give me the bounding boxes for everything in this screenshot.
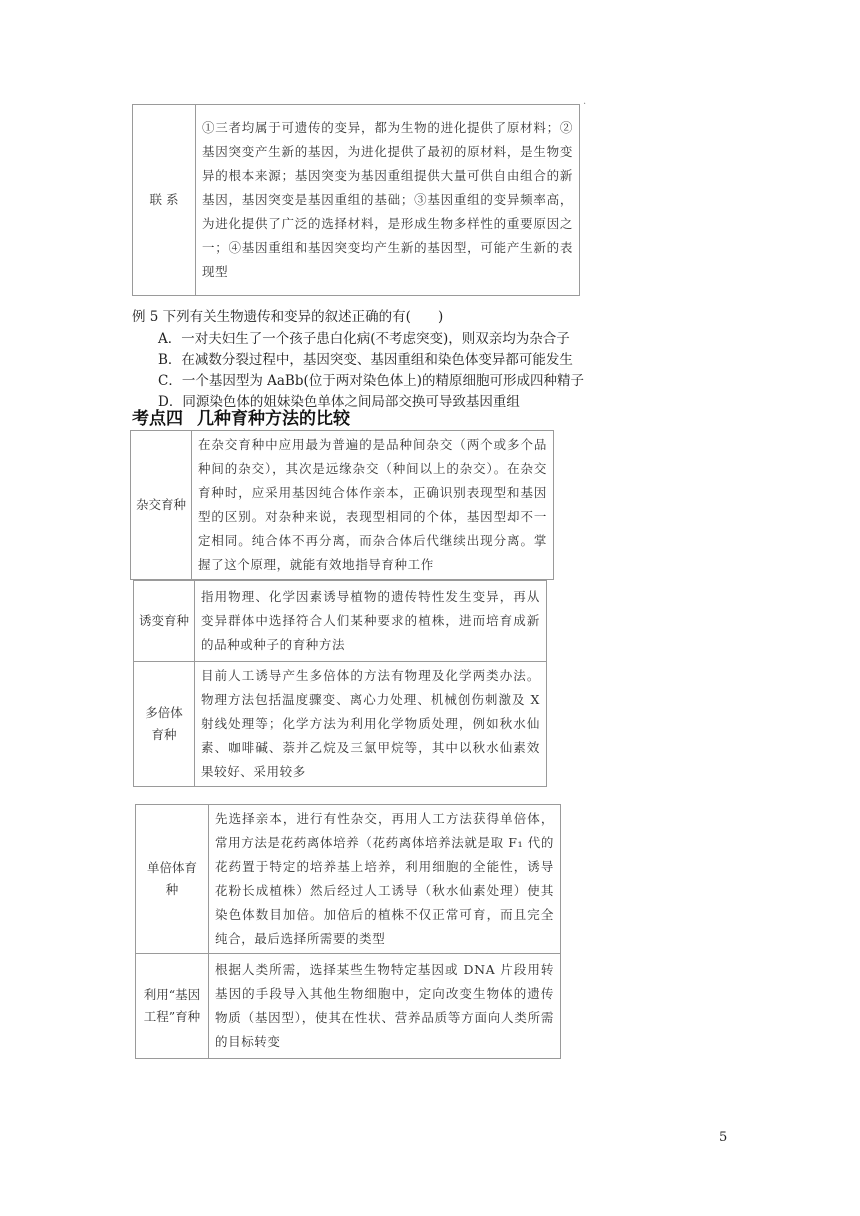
- mutation-polyploid-table: [133, 580, 547, 787]
- option-c: C．一个基因型为 AaBb(位于两对染色体上)的精原细胞可形成四种精子: [158, 373, 585, 389]
- genetic-engineering-content: 根据人类所需，选择某些生物特定基因或 DNA 片段用转基因的手段导入其他生物细胞中，定向改变生物体的遗传物质（基因型），使其在性状、营养品质等方面向人类所需的目标转变: [209, 954, 561, 1059]
- option-b: B．在减数分裂过程中，基因突变、基因重组和染色体变异都可能发生: [158, 352, 573, 368]
- haploid-content: 先选择亲本，进行有性杂交，再用人工方法获得单倍体，常用方法是花药离体培养（花药离体培养法就是取 F₁ 代的花药置于特定的培养基上培养，利用细胞的全能性，诱导花粉长成植株）然后经过人工诱导（秋水仙素处理）使其染色体数目加倍。加倍后的植株不仅正常可育，而且完全纯合，最后选择所需要的类型: [209, 805, 561, 954]
- genetic-engineering-label: 利用“基因工程”育种: [136, 954, 209, 1059]
- haploid-label: 单倍体育种: [136, 805, 209, 954]
- mutation-content: 指用物理、化学因素诱导植物的遗传特性发生变异，再从变异群体中选择符合人们某种要求的植株，进而培育成新的品种或种子的育种方法: [195, 581, 547, 662]
- corner-mark: .: [583, 96, 587, 107]
- haploid-genetic-table: [135, 804, 561, 1059]
- link-content: ①三者均属于可遗传的变异，都为生物的进化提供了原材料；②基因突变产生新的基因，为进化提供了最初的原材料，是生物变异的根本来源；基因突变为基因重组提供大量可供自由组合的新基因，基因突变是基因重组的基础；③基因重组的变异频率高，为进化提供了广泛的选择材料，是形成生物多样性的重要原因之一；④基因重组和基因突变均产生新的基因型，可能产生新的表现型: [196, 105, 580, 296]
- polyploid-content: 目前人工诱导产生多倍体的方法有物理及化学两类办法。物理方法包括温度骤变、离心力处理、机械创伤刺激及 X 射线处理等；化学方法为利用化学物质处理，例如秋水仙素、咖啡碱、萘并乙烷及三氯甲烷等，其中以秋水仙素效果较好、采用较多: [195, 662, 547, 787]
- example-question: 例 5 下列有关生物遗传和变异的叙述正确的有( ): [132, 309, 444, 325]
- link-label: 联 系: [133, 105, 196, 296]
- link-table: [132, 104, 580, 296]
- option-a: A．一对夫妇生了一个孩子患白化病(不考虑突变)，则双亲均为杂合子: [158, 331, 570, 347]
- option-d: D．同源染色体的姐妹染色单体之间局部交换可导致基因重组: [158, 394, 520, 410]
- polyploid-label: 多倍体育种: [134, 662, 195, 787]
- hybrid-content: 在杂交育种中应用最为普遍的是品种间杂交（两个或多个品种间的杂交），其次是远缘杂交（种间以上的杂交）。在杂交育种时，应采用基因纯合体作亲本，正确识别表现型和基因型的区别。对杂种来说，表现型相同的个体，基因型却不一定相同。纯合体不再分离，而杂合体后代继续出现分离。掌握了这个原理，就能有效地指导育种工作: [192, 431, 554, 580]
- page-number: 5: [719, 1130, 728, 1145]
- mutation-label: 诱变育种: [134, 581, 195, 662]
- section-heading: [132, 404, 350, 429]
- section-number: 考点四: [132, 409, 183, 429]
- hybrid-label: 杂交育种: [131, 431, 192, 580]
- hybrid-breeding-table: [130, 430, 554, 580]
- section-title: 几种育种方法的比较: [197, 409, 350, 429]
